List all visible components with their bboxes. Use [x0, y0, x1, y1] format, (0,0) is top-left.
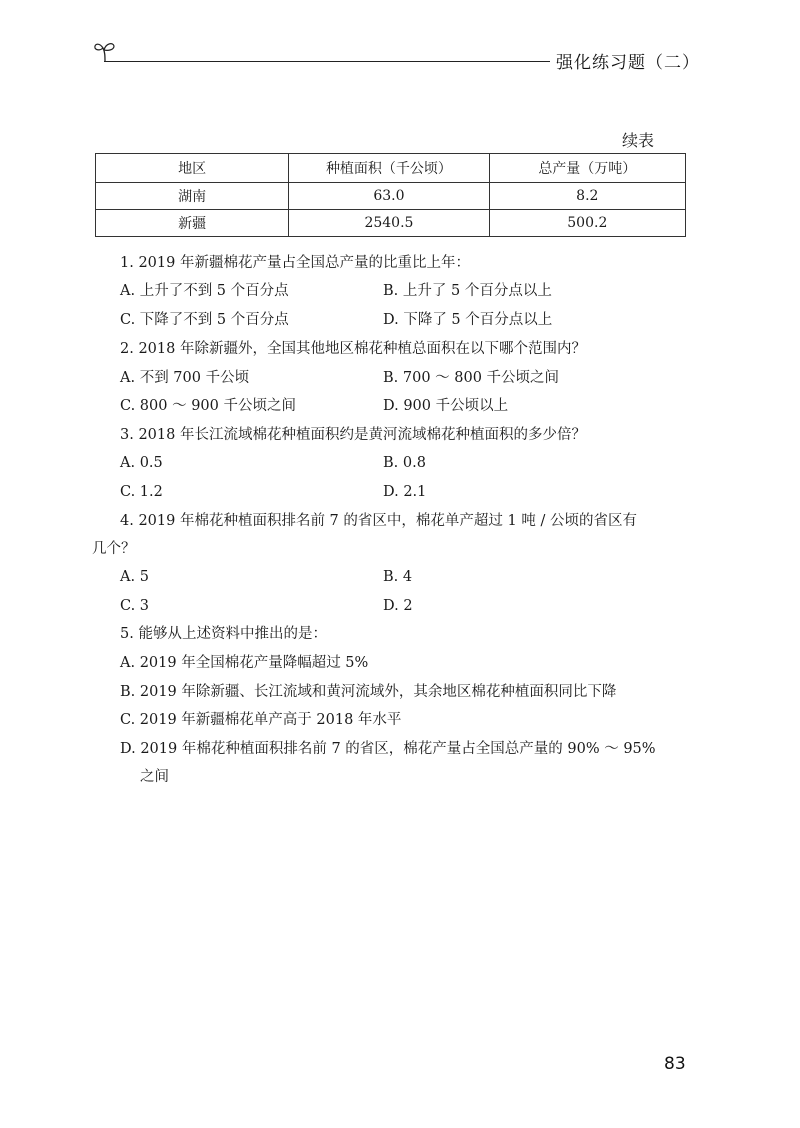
- table-cell: 8.2: [489, 183, 685, 210]
- option-d: D. 2019 年棉花种植面积排名前 7 的省区，棉花产量占全国总产量的 90% ～ 95%: [120, 741, 656, 757]
- option-c: C. 下降了不到 5 个百分点: [120, 312, 289, 328]
- question-2-stem: 2. 2018 年除新疆外，全国其他地区棉花种植总面积在以下哪个范围内？: [120, 341, 586, 357]
- option-b: B. 0.8: [383, 455, 426, 471]
- question-3-stem: 3. 2018 年长江流域棉花种植面积约是黄河流域棉花种植面积的多少倍？: [120, 427, 586, 443]
- page-number: 83: [664, 1054, 686, 1074]
- data-table: [95, 153, 686, 237]
- option-b: B. 上升了 5 个百分点以上: [383, 283, 552, 299]
- question-1-stem: 1. 2019 年新疆棉花产量占全国总产量的比重比上年：: [120, 255, 470, 271]
- table-header-row: [96, 154, 686, 183]
- table-cell: 新疆: [96, 210, 289, 237]
- option-b: B. 2019 年除新疆、长江流域和黄河流域外，其余地区棉花种植面积同比下降: [120, 684, 617, 700]
- option-a: A. 不到 700 千公顷: [120, 370, 250, 386]
- option-b: B. 700 ～ 800 千公顷之间: [383, 370, 560, 386]
- continued-table-label: 续表: [622, 131, 655, 150]
- option-d: D. 2.1: [383, 484, 427, 500]
- section-title: 强化练习题（二）: [556, 53, 700, 73]
- option-d: D. 900 千公顷以上: [383, 398, 509, 414]
- option-a: A. 上升了不到 5 个百分点: [120, 283, 289, 299]
- table-row: [96, 183, 686, 210]
- option-c: C. 800 ～ 900 千公顷之间: [120, 398, 296, 414]
- table-cell: 500.2: [489, 210, 685, 237]
- table-cell: 2540.5: [289, 210, 489, 237]
- option-a: A. 0.5: [120, 455, 163, 471]
- table-cell: 63.0: [289, 183, 489, 210]
- table-row: [96, 210, 686, 237]
- column-header: 地区: [96, 154, 289, 183]
- header-rule: [104, 61, 550, 62]
- question-4-stem: 4. 2019 年棉花种植面积排名前 7 的省区中，棉花单产超过 1 吨 / 公顷的省区有: [120, 513, 637, 529]
- option-c: C. 2019 年新疆棉花单产高于 2018 年水平: [120, 712, 402, 728]
- option-d-continued: 之间: [140, 769, 169, 785]
- option-d: D. 下降了 5 个百分点以上: [383, 312, 553, 328]
- option-a: A. 5: [120, 569, 149, 585]
- option-a: A. 2019 年全国棉花产量降幅超过 5%: [120, 655, 369, 671]
- table-cell: 湖南: [96, 183, 289, 210]
- option-c: C. 3: [120, 598, 150, 614]
- question-5-stem: 5. 能够从上述资料中推出的是：: [120, 626, 327, 642]
- column-header: 总产量（万吨）: [489, 154, 685, 183]
- column-header: 种植面积（千公顷）: [289, 154, 489, 183]
- option-b: B. 4: [383, 569, 413, 585]
- option-c: C. 1.2: [120, 484, 163, 500]
- option-d: D. 2: [383, 598, 413, 614]
- question-4-stem-continued: 几个？: [92, 541, 136, 557]
